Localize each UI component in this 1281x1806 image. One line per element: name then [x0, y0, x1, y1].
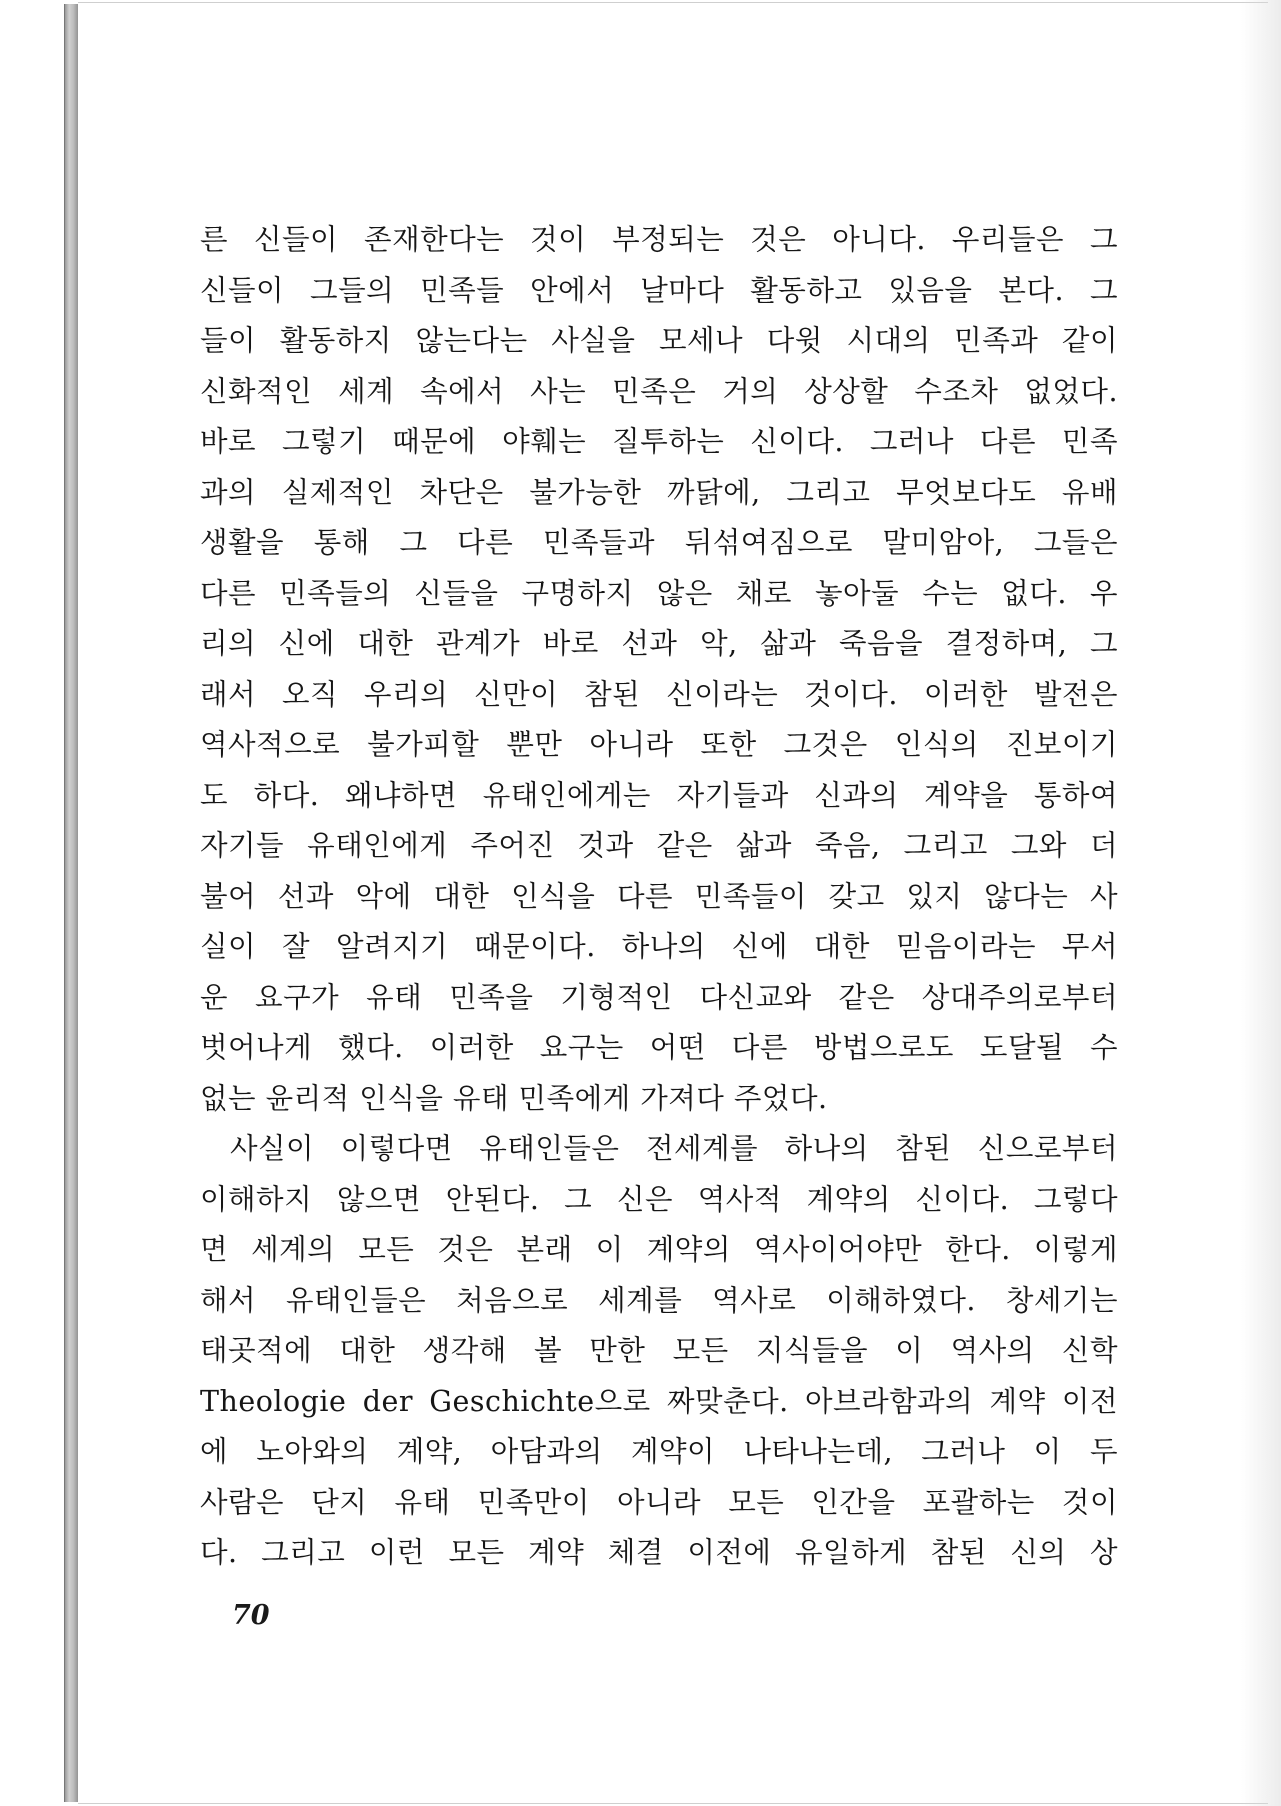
page-right-shadow: [1241, 0, 1281, 1806]
text-line: 실이 잘 알려지기 때문이다. 하나의 신에 대한 믿음이라는 무서: [200, 930, 1118, 963]
text-line: 운 요구가 유태 민족을 기형적인 다신교와 같은 상대주의로부터: [200, 980, 1118, 1014]
text-line: 태곳적에 대한 생각해 볼 만한 모든 지식들을 이 역사의 신학: [200, 1334, 1118, 1367]
text-line: 바로 그렇기 때문에 야훼는 질투하는 신이다. 그러나 다른 민족: [200, 425, 1118, 458]
text-line: Theologie der Geschichte으로 짜맞춘다. 아브라함과의 계약 이전: [200, 1384, 1118, 1418]
text-line: 래서 오직 우리의 신만이 참된 신이라는 것이다. 이러한 발전은: [200, 677, 1118, 711]
text-line-paragraph-start: 사실이 이렇다면 유태인들은 전세계를 하나의 참된 신으로부터: [230, 1132, 1118, 1165]
text-line: 신화적인 세계 속에서 사는 민족은 거의 상상할 수조차 없었다.: [200, 374, 1118, 408]
text-line: 해서 유태인들은 처음으로 세계를 역사로 이해하였다. 창세기는: [200, 1283, 1118, 1317]
text-line: 이해하지 않으면 안된다. 그 신은 역사적 계약의 신이다. 그렇다: [200, 1182, 1118, 1216]
text-line: 다른 민족들의 신들을 구명하지 않은 채로 놓아둘 수는 없다. 우: [200, 576, 1118, 610]
text-line: 벗어나게 했다. 이러한 요구는 어떤 다른 방법으로도 도달될 수: [200, 1031, 1118, 1064]
text-line-paragraph-end: 없는 윤리적 인식을 유태 민족에게 가져다 주었다.: [200, 1081, 828, 1115]
text-line: 과의 실제적인 차단은 불가능한 까닭에, 그리고 무엇보다도 유배: [200, 475, 1118, 509]
text-line: 자기들 유태인에게 주어진 것과 같은 삶과 죽음, 그리고 그와 더: [200, 829, 1118, 862]
text-line: 다. 그리고 이런 모든 계약 체결 이전에 유일하게 참된 신의 상: [200, 1536, 1118, 1569]
text-line: 신들이 그들의 민족들 안에서 날마다 활동하고 있음을 본다. 그: [200, 273, 1118, 307]
text-line: 에 노아와의 계약, 아담과의 계약이 나타나는데, 그러나 이 두: [200, 1435, 1118, 1468]
text-line: 면 세계의 모든 것은 본래 이 계약의 역사이어야만 한다. 이렇게: [200, 1233, 1118, 1266]
book-binding-edge: [64, 4, 79, 1802]
body-text: [200, 215, 1118, 1579]
text-line: 리의 신에 대한 관계가 바로 선과 악, 삶과 죽음을 결정하며, 그: [200, 627, 1118, 660]
text-line: 들이 활동하지 않는다는 사실을 모세나 다윗 시대의 민족과 같이: [200, 324, 1118, 357]
page-number: 70: [232, 1600, 270, 1631]
text-line: 른 신들이 존재한다는 것이 부정되는 것은 아니다. 우리들은 그: [200, 223, 1118, 256]
text-line: 도 하다. 왜냐하면 유태인에게는 자기들과 신과의 계약을 통하여: [200, 778, 1118, 812]
text-line: 불어 선과 악에 대한 인식을 다른 민족들이 갖고 있지 않다는 사: [200, 879, 1118, 913]
text-line: 사람은 단지 유태 민족만이 아니라 모든 인간을 포괄하는 것이: [200, 1485, 1118, 1519]
text-line: 생활을 통해 그 다른 민족들과 뒤섞여짐으로 말미암아, 그들은: [200, 526, 1118, 559]
text-line: 역사적으로 불가피할 뿐만 아니라 또한 그것은 인식의 진보이기: [200, 728, 1118, 761]
